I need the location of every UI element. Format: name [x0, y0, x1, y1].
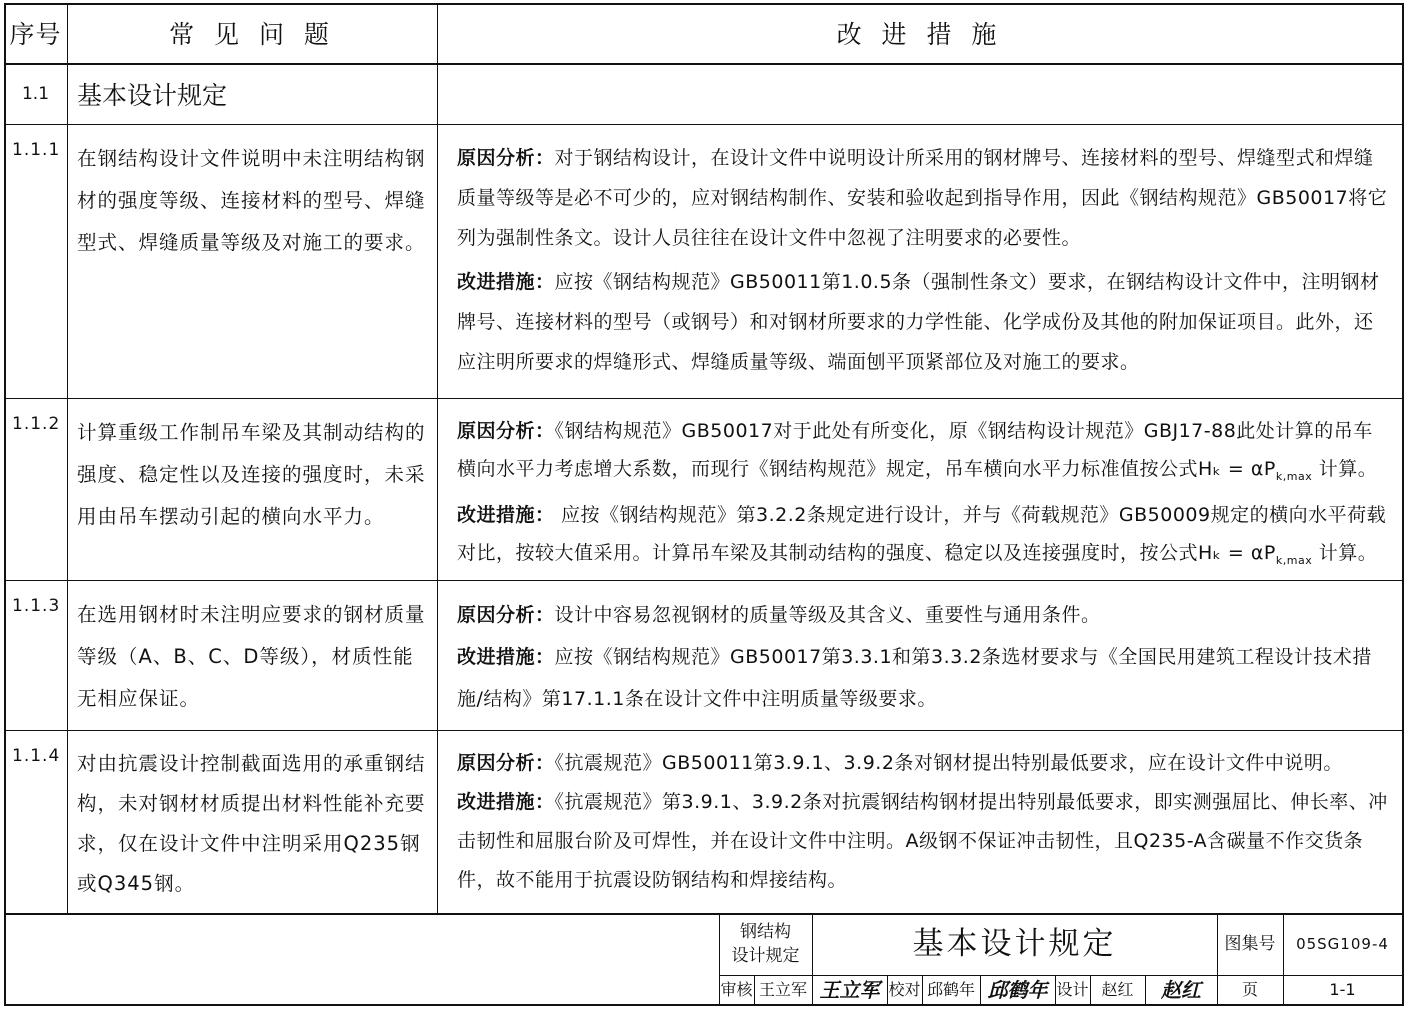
drawing-sheet — [4, 3, 1404, 1006]
header-seq: 序号 — [9, 20, 62, 49]
header-question: 常 见 问 题 — [169, 20, 335, 49]
review-label: 审核 — [720, 979, 753, 999]
row-question: 在选用钢材时未注明应要求的钢材质量等级（A、B、C、D等级），材质性能无相应保证。 — [77, 603, 426, 710]
fix-formula: Hₖ = αP — [1198, 541, 1276, 564]
fix-label: 改进措施： — [457, 791, 555, 813]
cause-text: 对于钢结构设计，在设计文件中说明设计所采用的钢材牌号、连接材料的型号、焊缝型式和焊缝质量等级等是必不可少的，应对钢结构制作、安装和验收起到指导作用，因此《钢结构规范》GB50017将它列为强制性条文。设计人员往往在设计文件中忽视了注明要求的必要性。 — [457, 147, 1388, 249]
title-block-category: 钢结构 设计规定 — [731, 922, 800, 966]
fix-text: 《抗震规范》第3.9.1、3.9.2条对抗震钢结构钢材提出特别最低要求，即实测强屈比、伸长率、冲击韧性和屈服台阶及可焊性，并在设计文件中注明。A级钢不保证冲击韧性，且Q235-A含碳量不作交货条件，故不能用于抗震设防钢结构和焊接结构。 — [457, 791, 1388, 891]
reviewer-name: 王立军 — [758, 979, 807, 999]
fix-text: 应按《钢结构规范》GB50017第3.3.1和第3.3.2条选材要求与《全国民用建筑工程设计技术措施/结构》第17.1.1条在设计文件中注明质量等级要求。 — [457, 646, 1372, 710]
row-measure — [437, 124, 1402, 398]
row-number: 1.1.4 — [12, 746, 61, 766]
checker-signature: 邱鹤年 — [987, 977, 1048, 1002]
row-number: 1.1.1 — [12, 140, 61, 160]
fix-text: 应按《钢结构规范》GB50011第1.0.5条（强制性条文）要求，在钢结构设计文件中，注明钢材牌号、连接材料的型号（或钢号）和对钢材所要求的力学性能、化学成份及其他的附加保证项目。此外，还应注明所要求的焊缝形式、焊缝质量等级、端面刨平顶紧部位及对施工的要求。 — [457, 271, 1380, 373]
design-label: 设计 — [1056, 979, 1089, 999]
row-measure — [437, 398, 1402, 580]
atlas-number: 05SG109-4 — [1296, 935, 1389, 953]
formula-subscript: k,max — [1275, 553, 1313, 567]
checker-name: 邱鹤年 — [926, 979, 975, 999]
fix-label: 改进措施： — [457, 503, 555, 526]
atlas-label: 图集号 — [1224, 934, 1276, 954]
fix-text: 应按《钢结构规范》第3.2.2条规定进行设计，并与《荷载规范》GB50009规定的横向水平荷载对比，按较大值采用。计算吊车梁及其制动结构的强度、稳定以及连接强度时，按公式 — [457, 503, 1387, 564]
fix-label: 改进措施： — [457, 271, 555, 293]
row-question: 对由抗震设计控制截面选用的承重钢结构，未对钢材材质提出材料性能补充要求，仅在设计文件中注明采用Q235钢或Q345钢。 — [77, 752, 426, 895]
cause-text: 《钢结构规范》GB50017对于此处有所变化，原《钢结构设计规范》GBJ17-88此处计算的吊车横向水平力考虑增大系数，而现行《钢结构规范》规定，吊车横向水平力标准值按公式 — [457, 420, 1373, 480]
row-measure — [437, 580, 1402, 730]
designer-name: 赵红 — [1101, 979, 1134, 999]
reviewer-signature: 王立军 — [819, 977, 880, 1002]
row-question: 计算重级工作制吊车梁及其制动结构的强度、稳定性以及连接的强度时，未采用由吊车摆动引起的横向水平力。 — [77, 421, 426, 528]
row-number: 1.1.3 — [12, 596, 61, 616]
section-number: 1.1 — [21, 83, 50, 104]
cause-label: 原因分析： — [457, 147, 555, 169]
designer-signature: 赵红 — [1161, 977, 1201, 1002]
cause-end: 计算。 — [1312, 458, 1378, 480]
page-number: 1-1 — [1329, 979, 1356, 999]
cause-label: 原因分析： — [457, 752, 555, 774]
check-label: 校对 — [888, 979, 921, 999]
row-question: 在钢结构设计文件说明中未注明结构钢材的强度等级、连接材料的型号、焊缝型式、焊缝质量等级及对施工的要求。 — [77, 147, 426, 254]
row-measure — [437, 730, 1402, 913]
fix-end: 计算。 — [1312, 541, 1378, 564]
fix-label: 改进措施： — [457, 646, 555, 668]
formula-subscript: k,max — [1275, 469, 1313, 483]
page-label: 页 — [1241, 979, 1258, 999]
row-number: 1.1.2 — [12, 414, 61, 434]
cause-label: 原因分析： — [457, 604, 555, 626]
title-block-title: 基本设计规定 — [912, 926, 1117, 962]
header-measure: 改 进 措 施 — [836, 20, 1003, 49]
cause-text: 《抗震规范》GB50011第3.9.1、3.9.2条对钢材提出特别最低要求，应在设计文件中说明。 — [554, 752, 1343, 774]
cause-formula: Hₖ = αP — [1198, 458, 1276, 480]
cause-label: 原因分析： — [457, 420, 555, 442]
section-title: 基本设计规定 — [77, 80, 228, 110]
cause-text: 设计中容易忽视钢材的质量等级及其含义、重要性与通用条件。 — [554, 604, 1101, 626]
